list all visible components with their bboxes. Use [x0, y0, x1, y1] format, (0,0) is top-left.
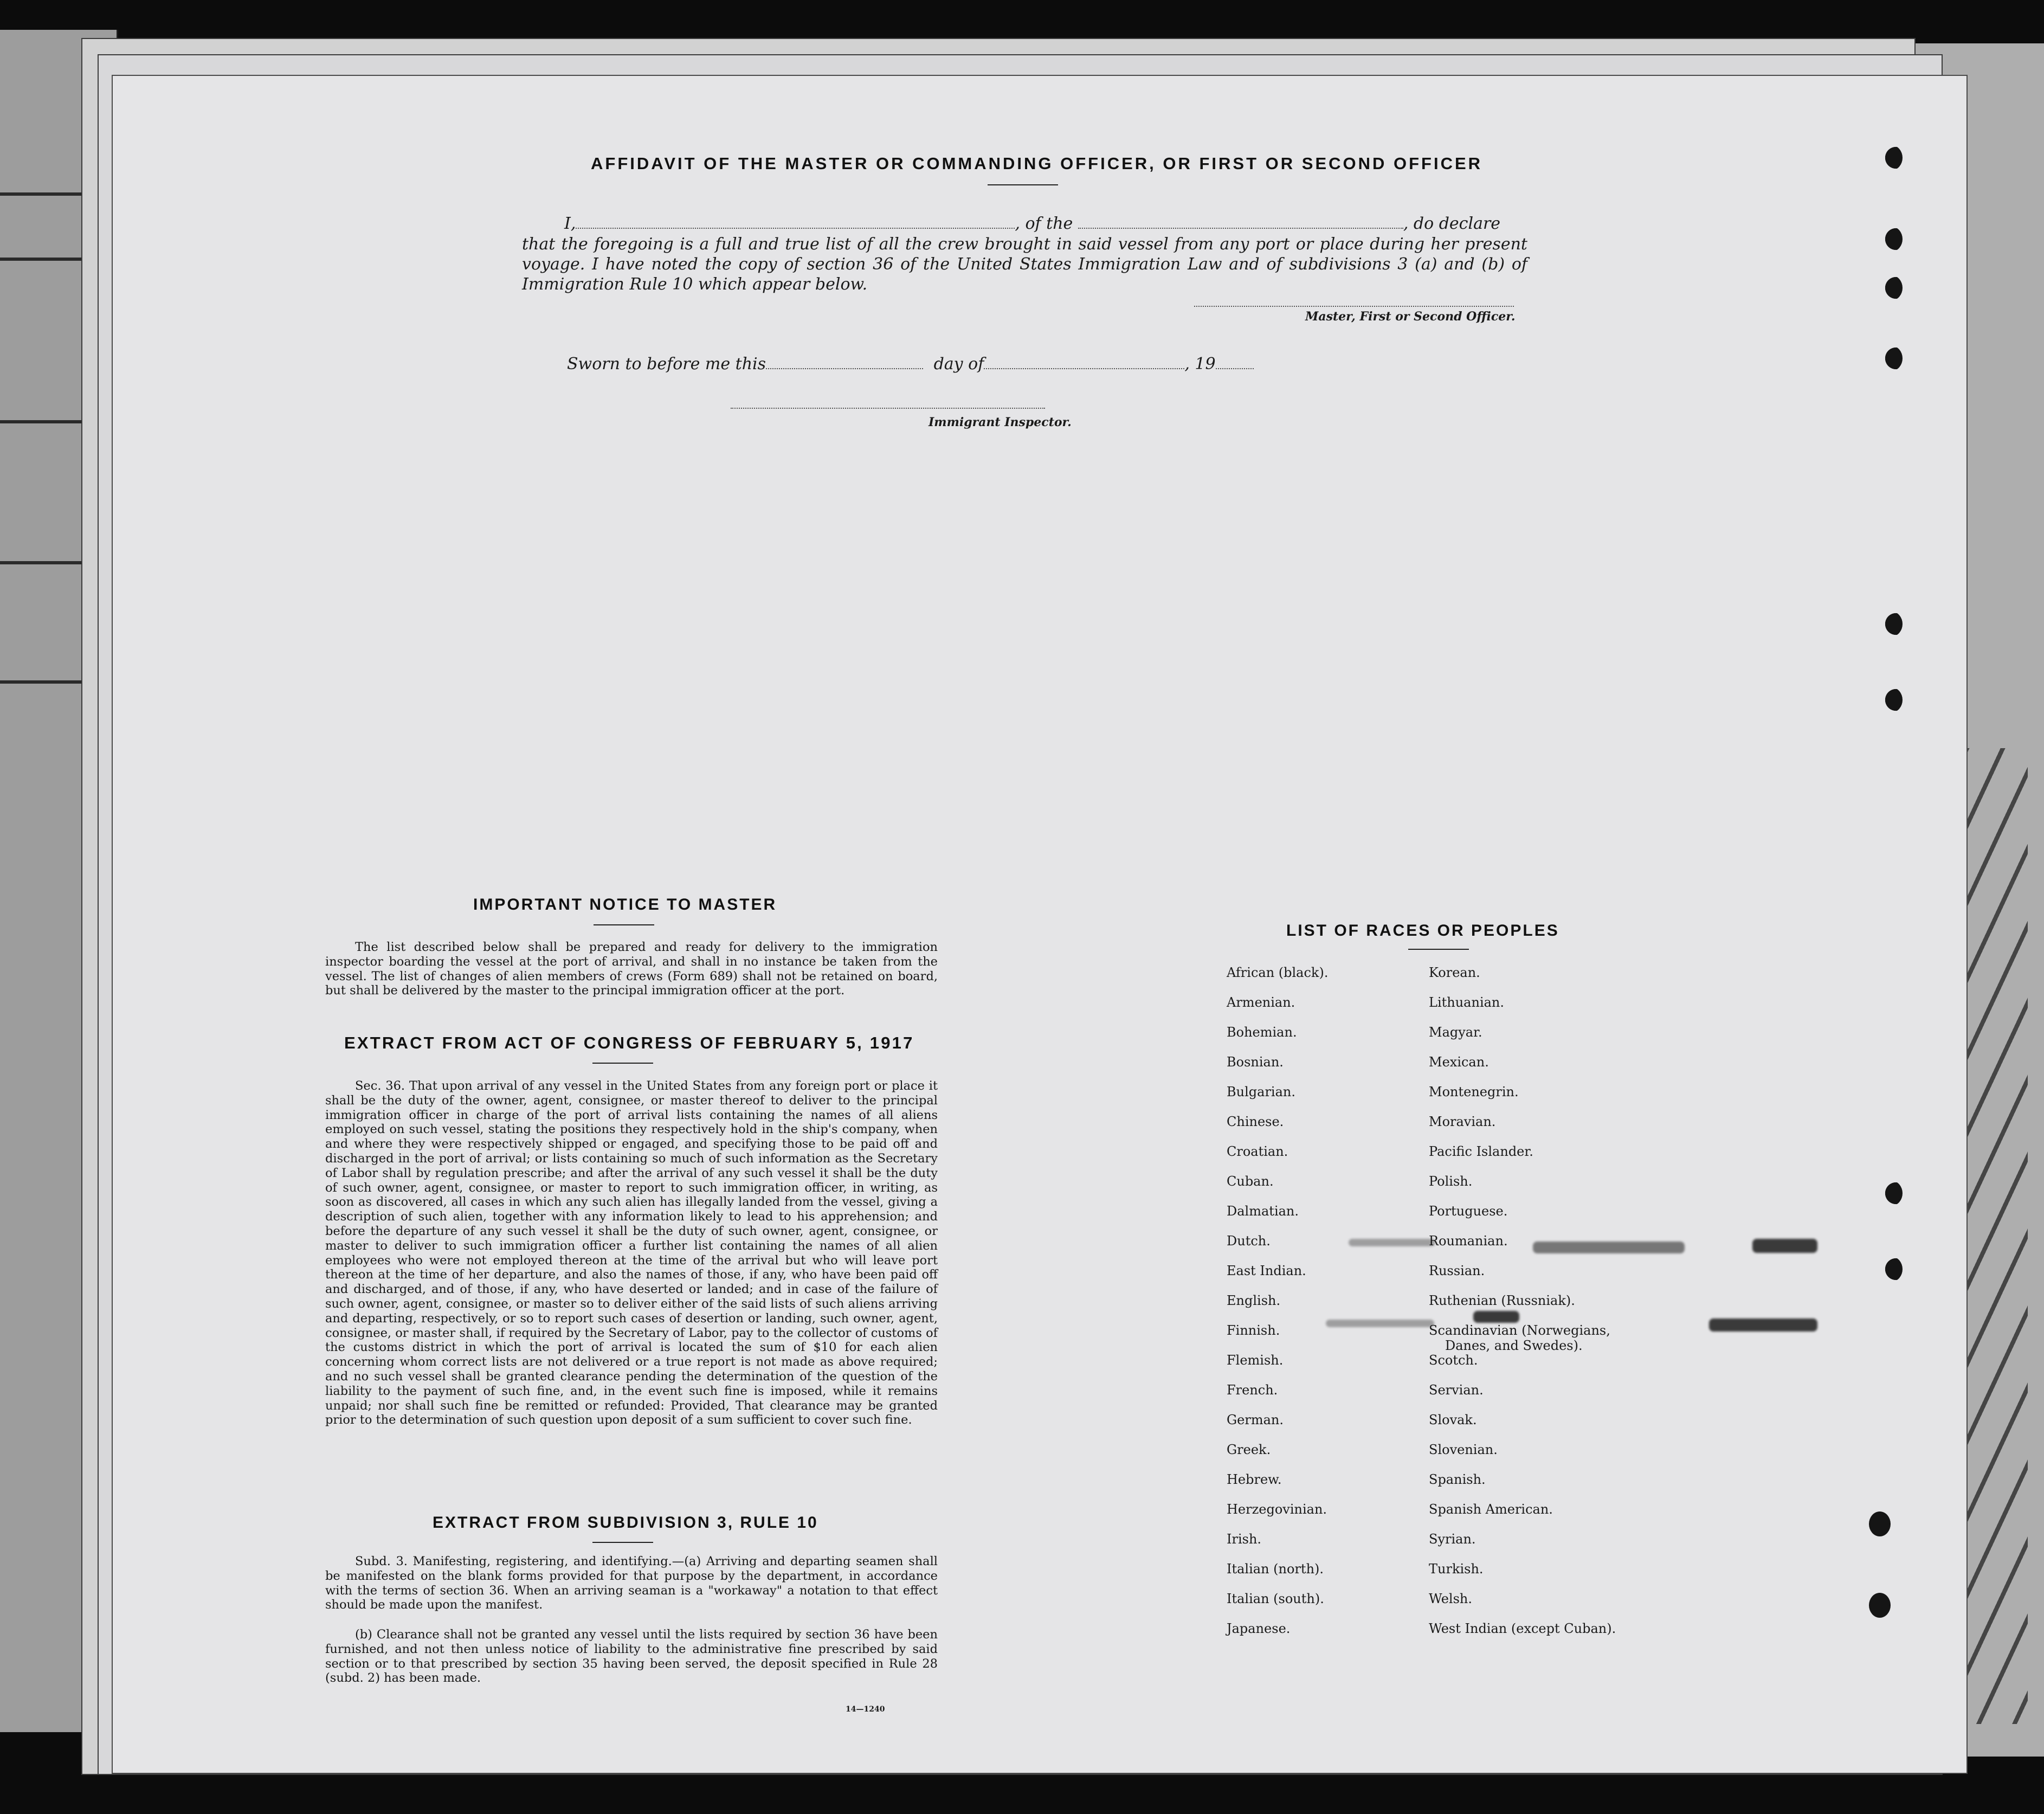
race-item: Portuguese. [1429, 1204, 1508, 1219]
race-item: Greek. [1227, 1442, 1271, 1457]
binder-hole-icon [1869, 1593, 1891, 1618]
race-item: Moravian. [1429, 1114, 1496, 1129]
sworn-year-blank[interactable] [1216, 366, 1254, 369]
affidavit-declare-label: , do declare [1403, 214, 1501, 233]
race-item: East Indian. [1227, 1263, 1306, 1278]
affidavit-of-the-label: , of the [1015, 214, 1073, 233]
binder-hole-icon [1881, 275, 1903, 300]
notice-heading: IMPORTANT NOTICE TO MASTER [473, 896, 777, 914]
race-item: Bosnian. [1227, 1054, 1284, 1070]
inspector-label: Immigrant Inspector. [928, 415, 1072, 429]
race-item: Polish. [1429, 1174, 1473, 1189]
affidavit-i-label: I, [564, 214, 576, 233]
race-item: African (black). [1227, 965, 1329, 980]
rule-paragraph-a: Subd. 3. Manifesting, registering, and identifying.—(a) Arriving and departing seamen shall be manifested on the blank forms provided for that purpose by the department, in accordance with the terms of section 36. When an arriving seaman is a "workaway" a notation to that effect should be made upon the manifest. [325, 1554, 938, 1612]
race-item: Chinese. [1227, 1114, 1284, 1129]
rule-heading: EXTRACT FROM SUBDIVISION 3, RULE 10 [433, 1514, 818, 1532]
race-item: Croatian. [1227, 1144, 1288, 1159]
race-item-continued: Danes, and Swedes). [1445, 1338, 1583, 1353]
race-item: Hebrew. [1227, 1472, 1282, 1487]
race-item: Servian. [1429, 1382, 1484, 1398]
sworn-day-of: day of [933, 355, 984, 374]
signature-label: Master, First or Second Officer. [1305, 310, 1516, 324]
race-item: Bulgarian. [1227, 1084, 1295, 1099]
rule-paragraph-b: (b) Clearance shall not be granted any vessel until the lists required by section 36 have been furnished, and not then unless notice of liability to the administrative fine prescribed by said section or to that prescribed by section 35 having been served, the deposit specified in Rule 28 (subd. 2) has been made. [325, 1628, 938, 1686]
heading-rule [1408, 949, 1469, 950]
race-item: Scotch. [1429, 1353, 1478, 1368]
race-item: Armenian. [1227, 995, 1295, 1010]
race-item: Cuban. [1227, 1174, 1274, 1189]
binder-hole-icon [1881, 227, 1903, 252]
binder-hole-icon [1869, 1511, 1891, 1536]
act-text: Sec. 36. That upon arrival of any vessel in the United States from any foreign port or place it shall be the duty of the owner, agent, consignee, or master thereof to deliver to the principal immigration officer in charge of the port of arrival lists containing the names of all aliens employed on such vessel, stating the positions they respectively hold in the ship's company, when and where they were respectively shipped or engaged, and specifying those to be paid off and discharged in the port of arrival; or lists containing so much of such information as the Secretary of Labor shall by regulation prescribe; and after the arrival of any such vessel it shall be the duty of such owner, agent, consignee, or master to report to such immigration officer, in writing, as soon as discovered, all cases in which any such alien has illegally landed from the vessel, giving a description of such alien, together with any information likely to lead to his apprehension; and before the departure of any such vessel it shall be the duty of such owner, agent, consignee, or master to deliver to such immigration officer a further list containing the names of all alien employees who were not employed thereon at the time of the arrival but who will leave port thereon at the time of her departure, and also the names of those, if any, who have been paid off and discharged, and of those, if any, who have deserted or landed; and in case of the failure of such owner, agent, consignee, or master so to deliver either of the said lists of such aliens arriving and departing, respectively, or so to report such cases of desertion or landing, such owner, agent, consignee, or master shall, if required by the Secretary of Labor, pay to the collector of customs of the customs district in which the port of arrival is located the sum of $10 for each alien concerning whom correct lists are not delivered or a true report is not made as above required; and no such vessel shall be granted clearance pending the determination of the question of the liability to the payment of such fine, and, in the event such fine is imposed, while it remains unpaid; nor shall such fine be remitted or refunded: Provided, That clearance may be granted prior to the determination of such question upon deposit of a sum sufficient to cover such fine. [325, 1079, 938, 1427]
race-item: Spanish. [1429, 1472, 1486, 1487]
binder-hole-icon [1881, 687, 1903, 712]
race-item: Scandinavian (Norwegians, [1429, 1323, 1610, 1338]
race-item: Roumanian. [1429, 1233, 1508, 1249]
sworn-month-blank[interactable] [984, 366, 1184, 369]
race-item: Finnish. [1227, 1323, 1280, 1338]
sworn-line [567, 355, 1254, 374]
race-item: Bohemian. [1227, 1025, 1297, 1040]
race-item: West Indian (except Cuban). [1429, 1621, 1616, 1636]
race-item: Syrian. [1429, 1532, 1476, 1547]
race-item: Montenegrin. [1429, 1084, 1519, 1099]
sworn-prefix: Sworn to before me this [567, 355, 766, 374]
race-item: Turkish. [1429, 1561, 1484, 1577]
affidavit-heading: AFFIDAVIT OF THE MASTER OR COMMANDING OFFICER, OR FIRST OR SECOND OFFICER [591, 154, 1483, 173]
race-item: Italian (north). [1227, 1561, 1324, 1577]
ink-bleed [1326, 1320, 1434, 1327]
affidavit-body-line: that the foregoing is a full and true list of all the crew brought in said vessel from any port or place during her present [522, 235, 1527, 254]
race-item: English. [1227, 1293, 1281, 1308]
race-item: Spanish American. [1429, 1502, 1553, 1517]
race-item: Russian. [1429, 1263, 1485, 1278]
race-item: French. [1227, 1382, 1278, 1398]
name-blank[interactable] [576, 226, 1015, 229]
race-item: Mexican. [1429, 1054, 1489, 1070]
heading-rule [988, 184, 1058, 185]
ink-bleed [1533, 1242, 1685, 1253]
binder-hole-icon [1881, 145, 1903, 170]
race-item: Welsh. [1429, 1591, 1472, 1606]
inspector-signature-blank[interactable] [731, 406, 1045, 409]
ink-bleed [1473, 1311, 1519, 1323]
binder-hole-icon [1881, 346, 1903, 371]
sworn-date-blank[interactable] [766, 366, 923, 369]
race-item: German. [1227, 1412, 1284, 1427]
race-item: Flemish. [1227, 1353, 1284, 1368]
race-item: Herzegovinian. [1227, 1502, 1327, 1517]
race-item: Dalmatian. [1227, 1204, 1299, 1219]
notice-text: The list described below shall be prepared and ready for delivery to the immigration inspector boarding the vessel at the port of arrival, and shall in no instance be taken from the vessel. The list of changes of alien members of crews (Form 689) shall not be retained on board, but shall be delivered by the master to the principal immigration officer at the port. [325, 940, 938, 998]
race-item: Dutch. [1227, 1233, 1271, 1249]
binder-hole-icon [1881, 612, 1903, 636]
heading-rule [594, 924, 654, 925]
race-item: Irish. [1227, 1532, 1262, 1547]
race-item: Magyar. [1429, 1025, 1482, 1040]
act-heading: EXTRACT FROM ACT OF CONGRESS OF FEBRUARY 5, 1917 [344, 1033, 914, 1052]
heading-rule [592, 1063, 653, 1064]
race-item: Pacific Islander. [1429, 1144, 1533, 1159]
race-item: Korean. [1429, 965, 1480, 980]
affidavit-body-line: voyage. I have noted the copy of section 36 of the United States Immigration Law and of subdivisions 3 (a) and (b) of [522, 255, 1527, 274]
officer-signature-blank[interactable] [1194, 304, 1514, 307]
races-heading: LIST OF RACES OR PEOPLES [1286, 922, 1559, 940]
binder-hole-icon [1881, 1257, 1903, 1282]
ink-bleed [1349, 1239, 1435, 1246]
race-item: Slovenian. [1429, 1442, 1498, 1457]
sworn-year: , 19 [1184, 355, 1216, 374]
binder-hole-icon [1881, 1181, 1903, 1206]
affidavit-declaration-line [564, 214, 1500, 233]
race-item: Japanese. [1227, 1621, 1291, 1636]
affidavit-body-line: Immigration Rule 10 which appear below. [522, 275, 868, 294]
form-page [113, 76, 1966, 1773]
race-item: Ruthenian (Russniak). [1429, 1293, 1575, 1308]
race-item: Lithuanian. [1429, 995, 1505, 1010]
ink-bleed [1709, 1318, 1817, 1331]
heading-rule [592, 1542, 653, 1543]
race-item: Italian (south). [1227, 1591, 1324, 1606]
form-code: 14—1240 [846, 1705, 885, 1714]
race-item: Slovak. [1429, 1412, 1477, 1427]
vessel-blank[interactable] [1078, 226, 1403, 229]
ink-bleed [1752, 1239, 1817, 1253]
